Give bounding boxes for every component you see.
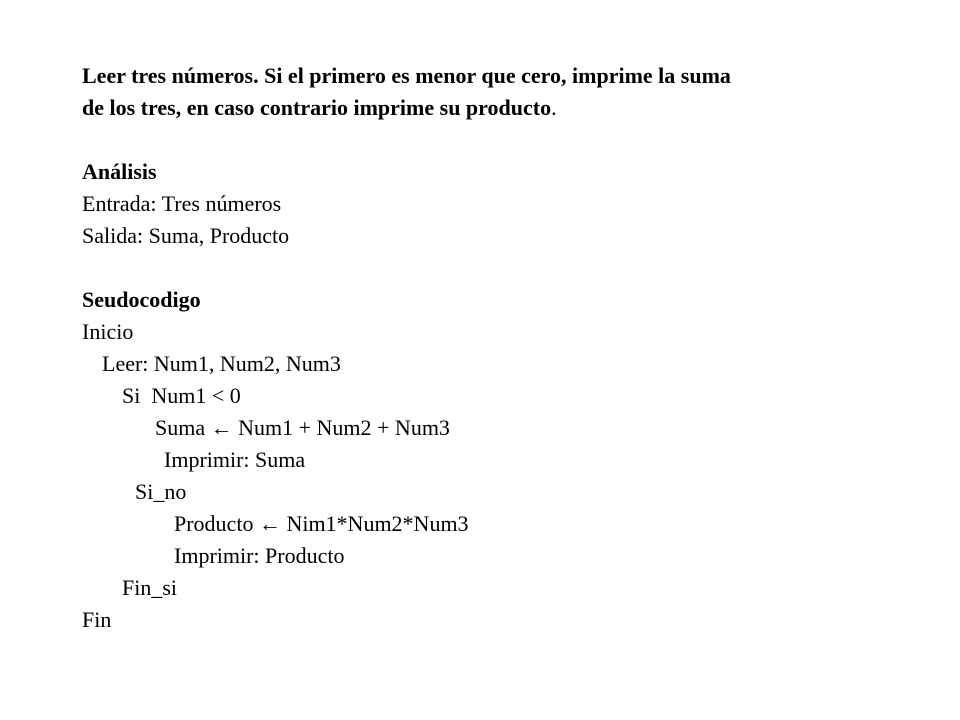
spacer [82, 252, 902, 284]
analysis-input: Entrada: Tres números [82, 191, 282, 216]
pseudocode-line-inicio: Inicio [82, 319, 134, 344]
problem-statement-line-2 [82, 92, 902, 124]
spacer [82, 124, 902, 156]
pseudocode-line-producto: Producto ← Nim1*Num2*Num3 [174, 511, 469, 536]
pseudocode-line-leer: Leer: Num1, Num2, Num3 [102, 351, 341, 376]
problem-statement-line-2-text: de los tres, en caso contrario imprime su producto [82, 95, 552, 120]
document-page [82, 60, 902, 636]
pseudocode-heading: Seudocodigo [82, 287, 201, 312]
pseudocode-line-fin-si: Fin_si [122, 575, 178, 600]
pseudocode-line-si: Si Num1 < 0 [122, 383, 241, 408]
analysis-output: Salida: Suma, Producto [82, 223, 290, 248]
problem-statement-line-1: Leer tres números. Si el primero es menor que cero, imprime la suma [82, 63, 731, 88]
pseudocode-line-imprimir-suma: Imprimir: Suma [164, 447, 306, 472]
pseudocode-line-fin: Fin [82, 607, 112, 632]
problem-statement-period: . [551, 95, 557, 120]
pseudocode-line-imprimir-producto: Imprimir: Producto [174, 543, 345, 568]
analysis-heading: Análisis [82, 159, 157, 184]
pseudocode-line-si-no: Si_no [135, 479, 187, 504]
pseudocode-line-suma: Suma ← Num1 + Num2 + Num3 [155, 415, 450, 440]
